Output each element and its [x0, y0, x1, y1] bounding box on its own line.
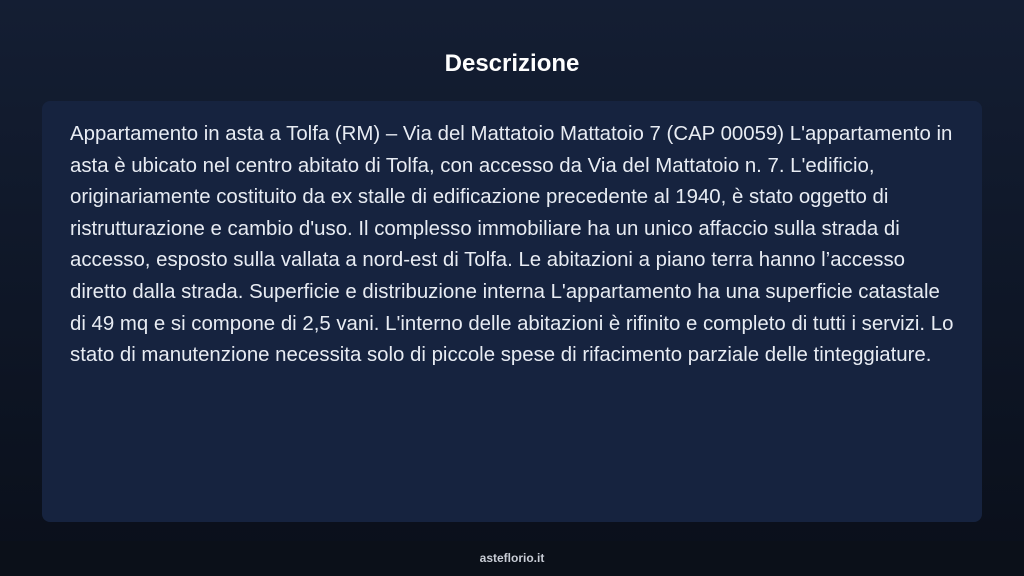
description-text: Appartamento in asta a Tolfa (RM) – Via del Mattatoio Mattatoio 7 (CAP 00059) L'appartamento in asta è ubicato nel centro abitato di Tolfa, con accesso da Via del Mattatoio n. 7. L'edificio, originariamente costituito da ex stalle di edificazione precedente al 1940, è stato oggetto di ristrutturazione e cambio d'uso. Il complesso immobiliare ha un unico affaccio sulla strada di accesso, esposto sulla vallata a nord-est di Tolfa. Le abitazioni a piano terra hanno l’accesso diretto dalla strada. Superficie e distribuzione interna L'appartamento ha una superficie catastale di 49 mq e si compone di 2,5 vani. L'interno delle abitazioni è rifinito e completo di tutti i servizi. Lo stato di manutenzione necessita solo di piccole spese di rifacimento parziale delle tinteggiature. — [70, 123, 954, 367]
page-title: Descrizione — [444, 50, 580, 77]
description-card — [42, 101, 982, 522]
footer-site-name: asteflorio.it — [479, 551, 545, 565]
